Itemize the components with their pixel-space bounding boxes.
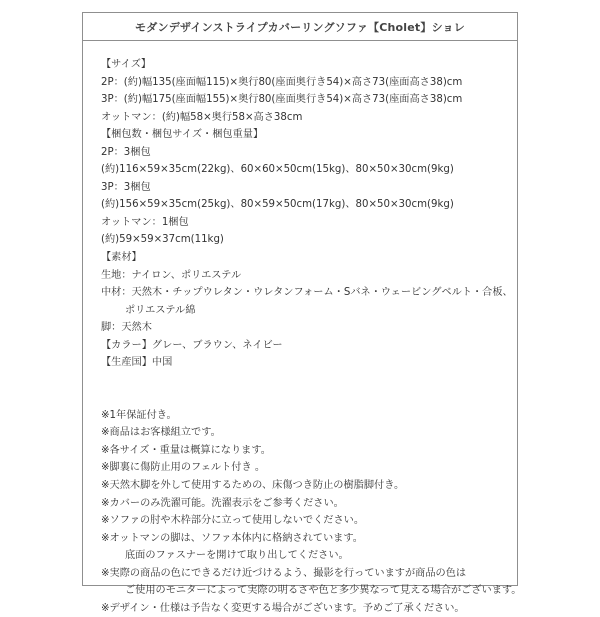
package-count-3p: 3P：3梱包 (101, 181, 151, 193)
note-design-change: ※デザイン・仕様は予告なく変更する場合がございます。予めご了承ください。 (101, 602, 465, 614)
note-assembly: ※商品はお客様組立です。 (101, 427, 221, 439)
country-of-origin: 【生産国】中国 (101, 357, 173, 369)
note-approximate: ※各サイズ・重量は概算になります。 (101, 444, 271, 456)
material-legs: 脚：天然木 (101, 322, 152, 334)
note-do-not-stand: ※ソファの肘や木枠部分に立って使用しないでください。 (101, 515, 365, 527)
section-spacer (101, 372, 517, 407)
material-fabric: 生地：ナイロン、ポリエステル (101, 269, 242, 281)
section-heading-packaging: 【梱包数・梱包サイズ・梱包重量】 (101, 129, 264, 141)
package-size-ottoman: (約)59×59×37cm(11kg) (101, 234, 224, 246)
section-heading-material: 【素材】 (101, 252, 142, 264)
note-washable-cover: ※カバーのみ洗濯可能。洗濯表示をご参考ください。 (101, 497, 344, 509)
size-3p: 3P：(約)幅175(座面幅155)×奥行80(座面奥行き54)×高さ73(座面高さ38)cm (101, 94, 463, 106)
package-size-3p: (約)156×59×35cm(25kg)、80×59×50cm(17kg)、80×50×30cm(9kg) (101, 199, 454, 211)
section-heading-size: 【サイズ】 (101, 59, 152, 70)
package-size-2p: (約)116×59×35cm(22kg)、60×60×50cm(15kg)、80×50×30cm(9kg) (101, 164, 454, 176)
size-2p: 2P：(約)幅135(座面幅115)×奥行80(座面奥行き54)×高さ73(座面高さ38)cm (101, 76, 463, 88)
note-color-accuracy-continued: ご使用のモニターによって実際の明るさや色と多少異なって見える場合がございます。 (125, 585, 522, 597)
product-title: モダンデザインストライプカバーリングソファ【Cholet】ショレ (83, 13, 517, 41)
spec-sheet (82, 12, 522, 614)
note-ottoman-legs: ※オットマンの脚は、ソファ本体内に格納されています。 (101, 532, 363, 544)
material-filling: 中材：天然木・チップウレタン・ウレタンフォーム・Sバネ・ウェービングベルト・合板、 (101, 287, 513, 299)
note-felt: ※脚裏に傷防止用のフェルト付き 。 (101, 462, 266, 474)
package-count-ottoman: オットマン：1梱包 (101, 216, 189, 228)
color-options: 【カラー】グレー、ブラウン、ネイビー (101, 339, 283, 351)
package-count-2p: 2P：3梱包 (101, 146, 151, 158)
note-warranty: ※1年保証付き。 (101, 409, 177, 421)
note-ottoman-legs-continued: 底面のファスナーを開けて取り出してください。 (125, 550, 349, 562)
material-filling-continued: ポリエステル綿 (125, 304, 196, 316)
spec-content (83, 41, 522, 617)
note-color-accuracy: ※実際の商品の色にできるだけ近づけるよう、撮影を行っていますが商品の色は (101, 567, 467, 579)
size-ottoman: オットマン：(約)幅58×奥行58×高さ38cm (101, 111, 303, 123)
note-resin-legs: ※天然木脚を外して使用するための、床傷つき防止の樹脂脚付き。 (101, 480, 405, 492)
